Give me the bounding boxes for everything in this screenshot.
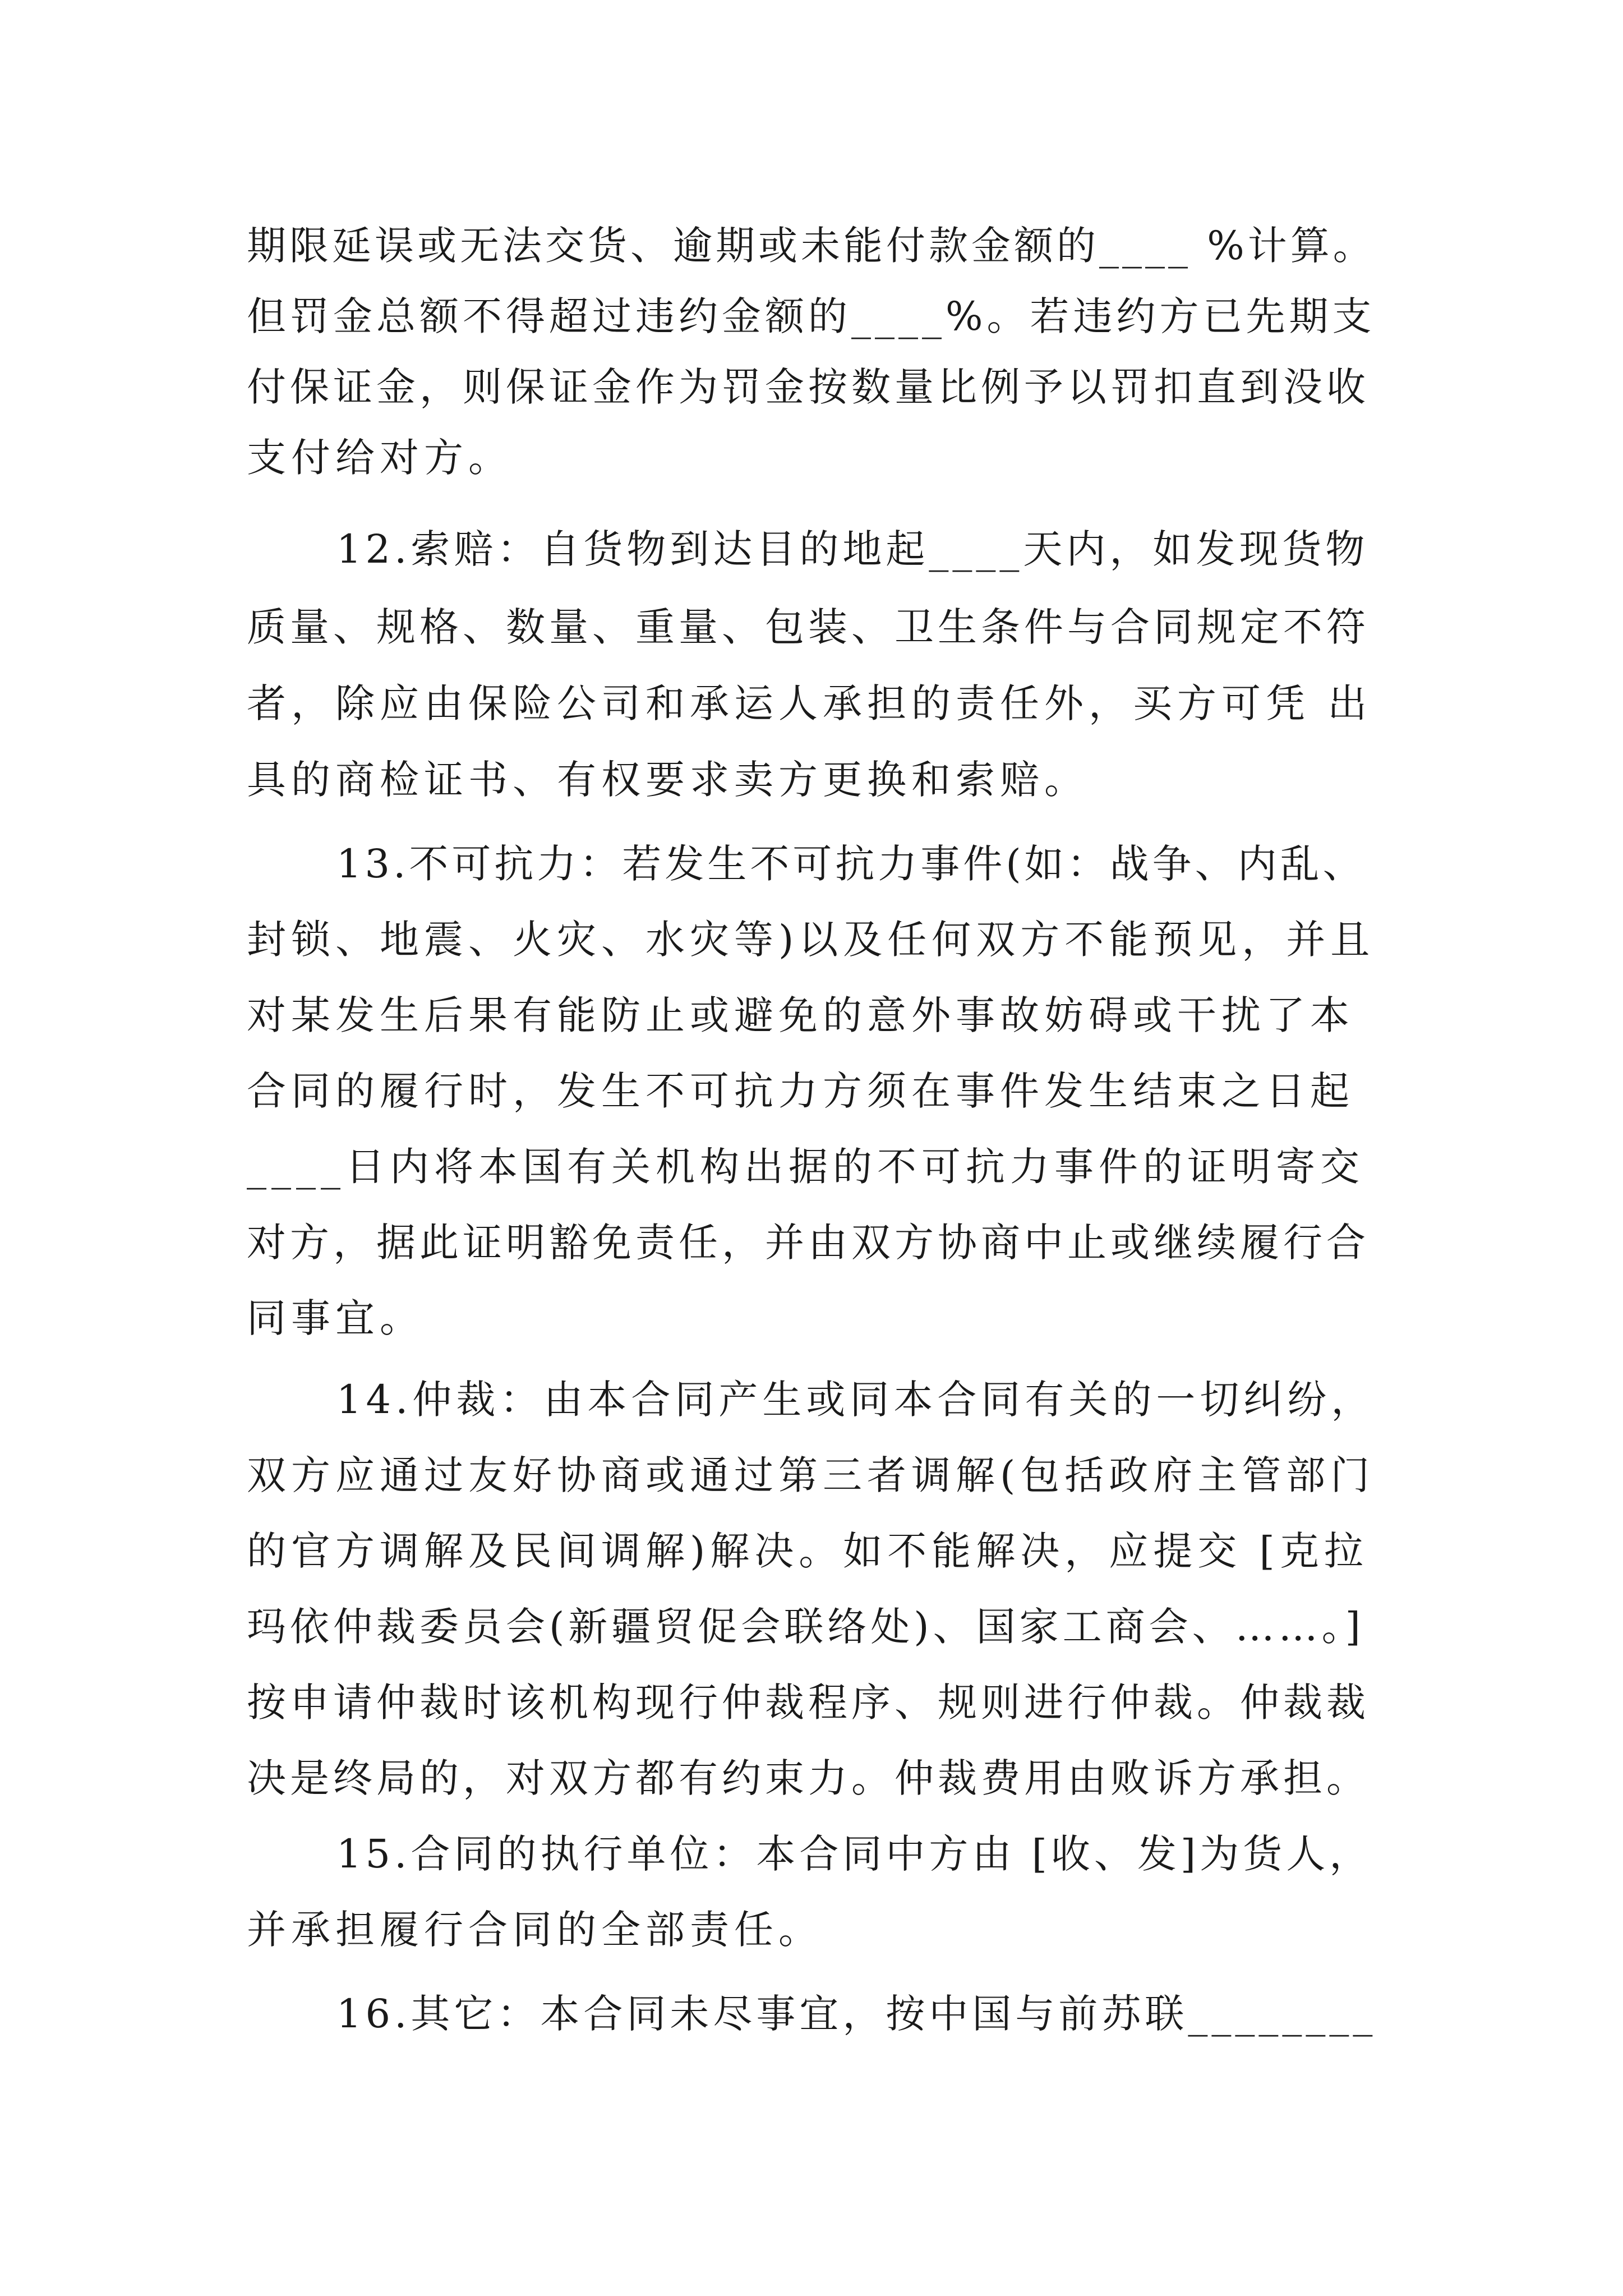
clause-13-heading: 13.不可抗力：若发生不可抗力事件(如：战争、内乱、 [336, 841, 1366, 887]
paragraph-line: 对某发生后果有能防止或避免的意外事故妨碍或干扰了本 [247, 992, 1354, 1038]
clause-15-heading: 15.合同的执行单位：本合同中方由 [收、发]为货人， [336, 1831, 1373, 1877]
clause-16-heading: 16.其它：本合同未尽事宜，按中国与前苏联________ [336, 1991, 1377, 2037]
paragraph-line: 玛依仲裁委员会(新疆贸促会联络处)、国家工商会、……。] [247, 1604, 1364, 1650]
paragraph-line: 并承担履行合同的全部责任。 [247, 1907, 823, 1953]
paragraph-line: 双方应通过友好协商或通过第三者调解(包括政府主管部门 [247, 1452, 1375, 1498]
paragraph-line: 对方，据此证明豁免责任，并由双方协商中止或继续履行合 [247, 1220, 1370, 1266]
clause-14-heading: 14.仲裁：由本合同产生或同本合同有关的一切纠纷， [336, 1377, 1375, 1423]
paragraph-line: ____日内将本国有关机构出据的不可抗力事件的证明寄交 [247, 1144, 1364, 1190]
paragraph-line: 具的商检证书、有权要求卖方更换和索赔。 [247, 757, 1089, 803]
clause-12-heading: 12.索赔：自货物到达目的地起____天内，如发现货物 [336, 526, 1369, 572]
paragraph-line: 但罚金总额不得超过违约金额的____%。若违约方已先期支 [247, 293, 1376, 339]
paragraph-line: 质量、规格、数量、重量、包装、卫生条件与合同规定不符 [247, 604, 1370, 650]
paragraph-line: 合同的履行时，发生不可抗力方须在事件发生结束之日起 [247, 1068, 1354, 1114]
paragraph-line: 期限延误或无法交货、逾期或未能付款金额的____ %计算。 [247, 223, 1376, 269]
paragraph-line: 封锁、地震、火灾、水灾等)以及任何双方不能预见，并且 [247, 917, 1375, 963]
paragraph-line: 支付给对方。 [247, 435, 513, 481]
paragraph-line: 按申请仲裁时该机构现行仲裁程序、规则进行仲裁。仲裁裁 [247, 1680, 1370, 1726]
paragraph-line: 付保证金，则保证金作为罚金按数量比例予以罚扣直到没收 [247, 364, 1370, 410]
paragraph-line: 决是终局的，对双方都有约束力。仲裁费用由败诉方承担。 [247, 1755, 1370, 1801]
paragraph-line: 同事宜。 [247, 1295, 424, 1341]
paragraph-line: 者，除应由保险公司和承运人承担的责任外，买方可凭 出 [247, 680, 1372, 726]
paragraph-line: 的官方调解及民间调解)解决。如不能解决，应提交 [克拉 [247, 1528, 1368, 1574]
